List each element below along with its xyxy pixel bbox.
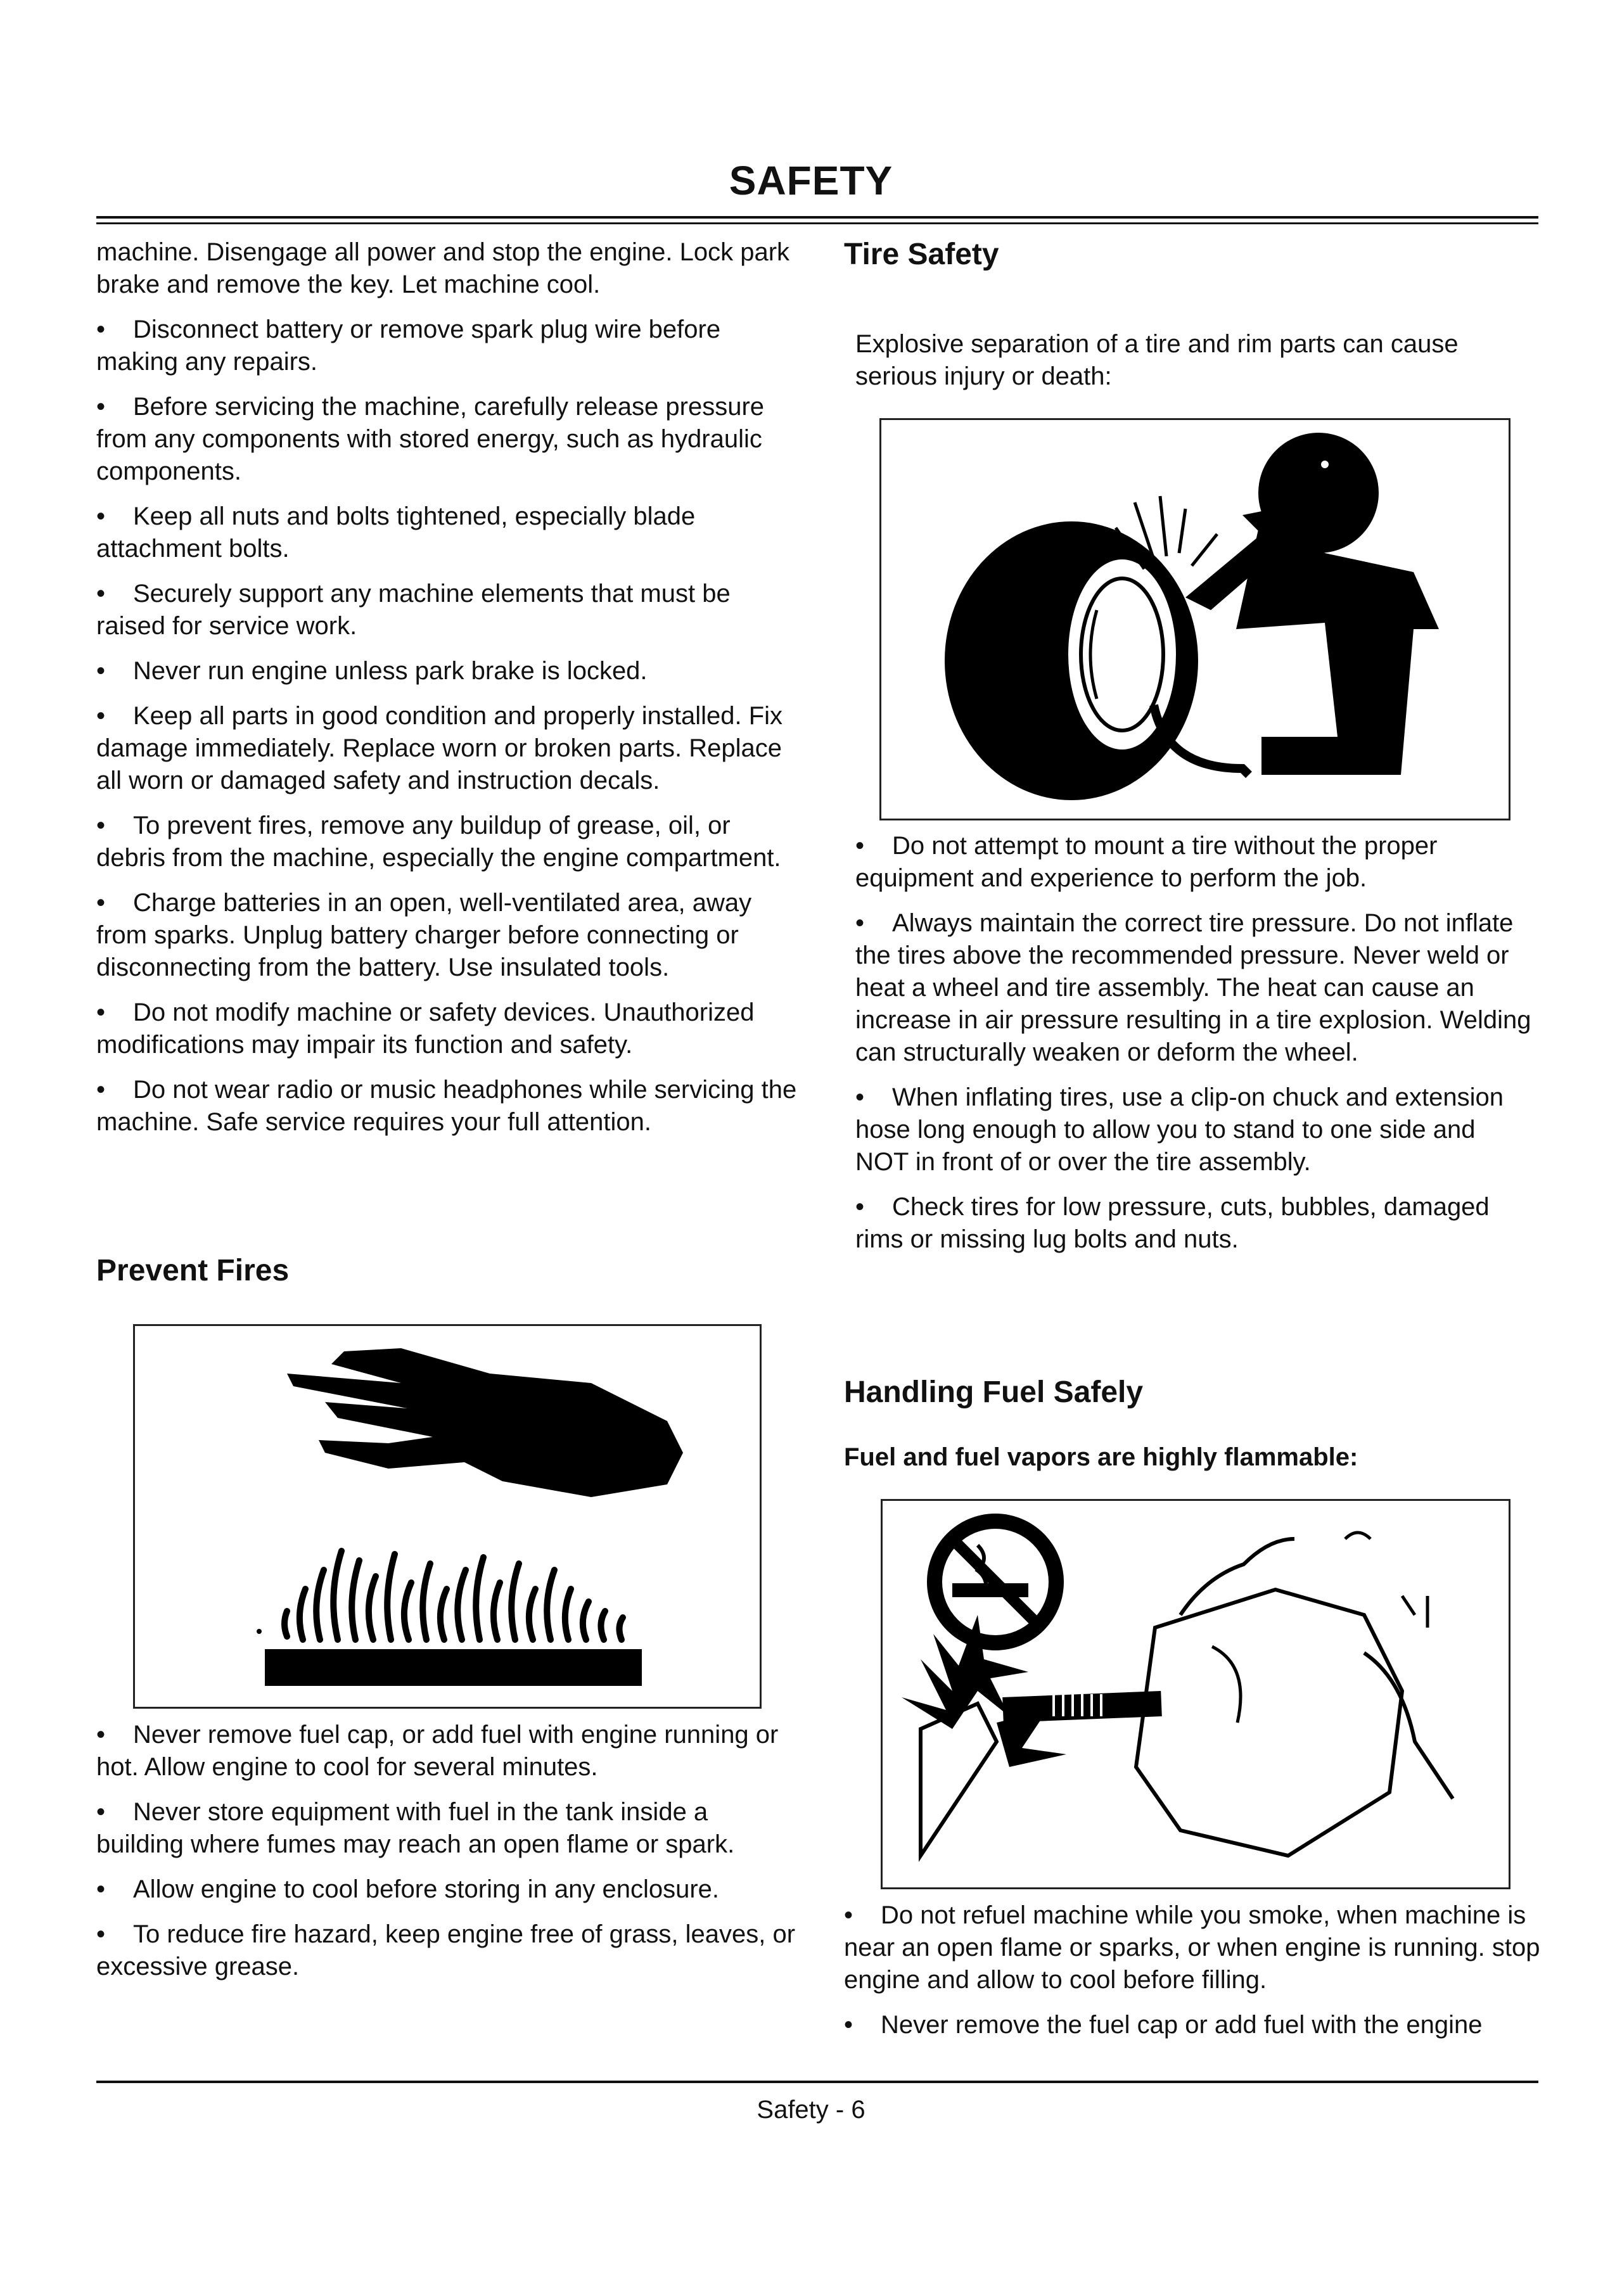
fuel-subheading: Fuel and fuel vapors are highly flammable: <box>844 1443 1358 1471</box>
list-item: • Always maintain the correct tire pressure. Do not inflate the tires above the recommended pressure. Never weld or heat a wheel and tire assembly. The heat can cause an increase in air pressure resulting in a tire explosion. Welding can structurally weaken or deform the wheel. <box>855 909 1531 1066</box>
list-item: • Securely support any machine elements that must be raised for service work. <box>96 580 731 640</box>
header-rule <box>96 216 1538 219</box>
list-item: • Never remove fuel cap, or add fuel with engine running or hot. Allow engine to cool for several minutes. <box>96 1721 779 1781</box>
list-item: • Allow engine to cool before storing in any enclosure. <box>96 1875 719 1903</box>
list-item: • To prevent fires, remove any buildup of grease, oil, or debris from the machine, especially the engine compartment. <box>96 812 781 872</box>
list-item: • When inflating tires, use a clip-on chuck and extension hose long enough to allow you to stand to one side and NOT in front of or over the tire assembly. <box>855 1083 1504 1176</box>
list-item: • Do not modify machine or safety devices. Unauthorized modifications may impair its function and safety. <box>96 998 755 1059</box>
tire-explosion-icon <box>879 418 1510 820</box>
page-title: SAFETY <box>729 158 893 203</box>
list-item: • Do not wear radio or music headphones while servicing the machine. Safe service requires your full attention. <box>96 1076 797 1136</box>
list-item: • Keep all parts in good condition and properly installed. Fix damage immediately. Replace worn or broken parts. Replace all worn or damaged safety and instruction decals. <box>96 702 783 794</box>
tire-safety-list <box>855 830 1533 1268</box>
no-smoking-refuel-icon <box>881 1499 1510 1889</box>
list-item: • Check tires for low pressure, cuts, bubbles, damaged rims or missing lug bolts and nuts. <box>855 1193 1490 1253</box>
prevent-fires-list <box>96 1719 800 1996</box>
list-item: • Never run engine unless park brake is locked. <box>96 657 648 685</box>
list-item: • Keep all nuts and bolts tightened, especially blade attachment bolts. <box>96 502 696 563</box>
header-rule-secondary <box>96 222 1538 224</box>
list-item: • To reduce fire hazard, keep engine free of grass, leaves, or excessive grease. <box>96 1920 796 1980</box>
list-item: • Charge batteries in an open, well-ventilated area, away from sparks. Unplug battery charger before connecting or disconnecting from the battery. Use insulated tools. <box>96 889 752 981</box>
tire-safety-heading: Tire Safety <box>844 238 999 271</box>
list-item: • Never store equipment with fuel in the tank inside a building where fumes may reach an open flame or spark. <box>96 1798 735 1858</box>
fuel-list <box>844 1899 1541 2054</box>
list-item: • Never remove the fuel cap or add fuel with the engine <box>844 2011 1483 2039</box>
page-footer: Safety - 6 <box>757 2096 865 2124</box>
list-item: • Do not attempt to mount a tire without the proper equipment and experience to perform the job. <box>855 832 1438 892</box>
fuel-heading: Handling Fuel Safely <box>844 1375 1144 1409</box>
list-item: • Before servicing the machine, carefully release pressure from any components with stored energy, such as hydraulic components. <box>96 393 765 485</box>
list-item: • Disconnect battery or remove spark plug wire before making any repairs. <box>96 316 721 376</box>
list-item: • Do not refuel machine while you smoke, when machine is near an open flame or sparks, or when engine is running. stop engine and allow to cool before filling. <box>844 1901 1540 1994</box>
tire-safety-intro: Explosive separation of a tire and rim parts can cause serious injury or death: <box>855 330 1459 390</box>
footer-rule <box>96 2081 1538 2083</box>
prevent-fires-heading: Prevent Fires <box>96 1254 290 1287</box>
left-intro: machine. Disengage all power and stop the engine. Lock park brake and remove the key. Let machine cool. <box>96 238 790 298</box>
hand-over-flame-icon <box>133 1324 762 1709</box>
left-column <box>96 236 800 1151</box>
